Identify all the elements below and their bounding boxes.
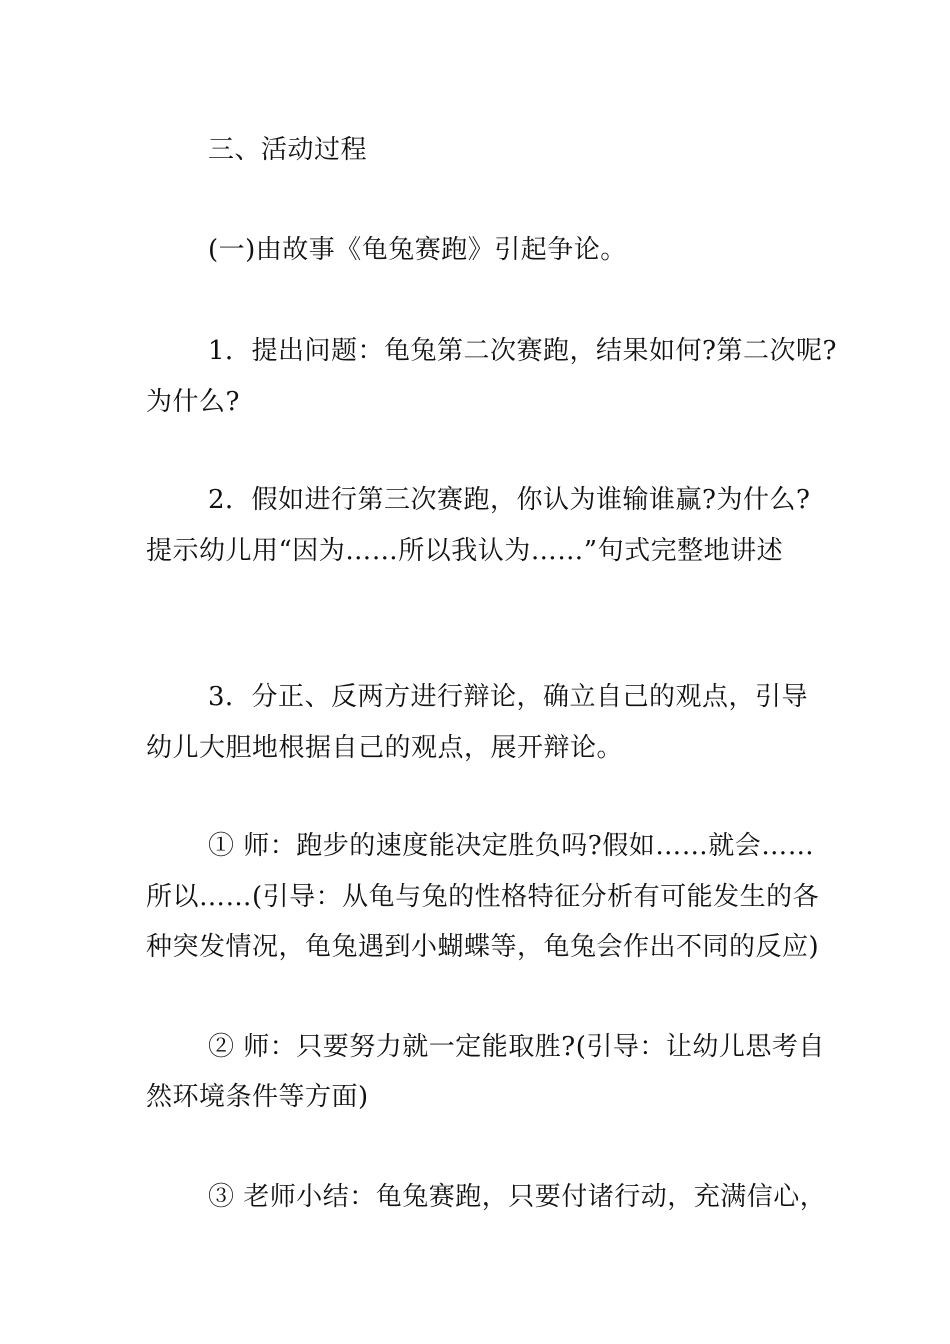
point2-line1: ② 师：只要努力就一定能取胜?(引导：让幼儿思考自 xyxy=(208,1032,825,1062)
item2-line1: 2．假如进行第三次赛跑，你认为谁输谁赢?为什么? xyxy=(208,485,811,515)
point1-line1: ① 师：跑步的速度能决定胜负吗?假如……就会…… xyxy=(208,831,815,861)
section-heading: 三、活动过程 xyxy=(208,135,368,165)
point1-line3: 种突发情况，龟兔遇到小蝴蝶等，龟兔会作出不同的反应) xyxy=(146,932,820,962)
item2-line2: 提示幼儿用“因为……所以我认为……”句式完整地讲述 xyxy=(146,536,784,566)
point1-line2: 所以……(引导：从龟与兔的性格特征分析有可能发生的各 xyxy=(146,882,820,912)
point2-line2: 然环境条件等方面) xyxy=(146,1082,369,1112)
item3-line2: 幼儿大胆地根据自己的观点，展开辩论。 xyxy=(146,733,624,763)
item1-line2: 为什么? xyxy=(146,387,240,417)
item1-line1: 1．提出问题：龟兔第二次赛跑，结果如何?第二次呢? xyxy=(208,336,837,366)
subsection-heading: (一)由故事《龟兔赛跑》引起争论。 xyxy=(208,235,627,265)
point3-line1: ③ 老师小结：龟兔赛跑，只要付诸行动，充满信心， xyxy=(208,1182,827,1212)
item3-line1: 3．分正、反两方进行辩论，确立自己的观点，引导 xyxy=(208,682,809,712)
